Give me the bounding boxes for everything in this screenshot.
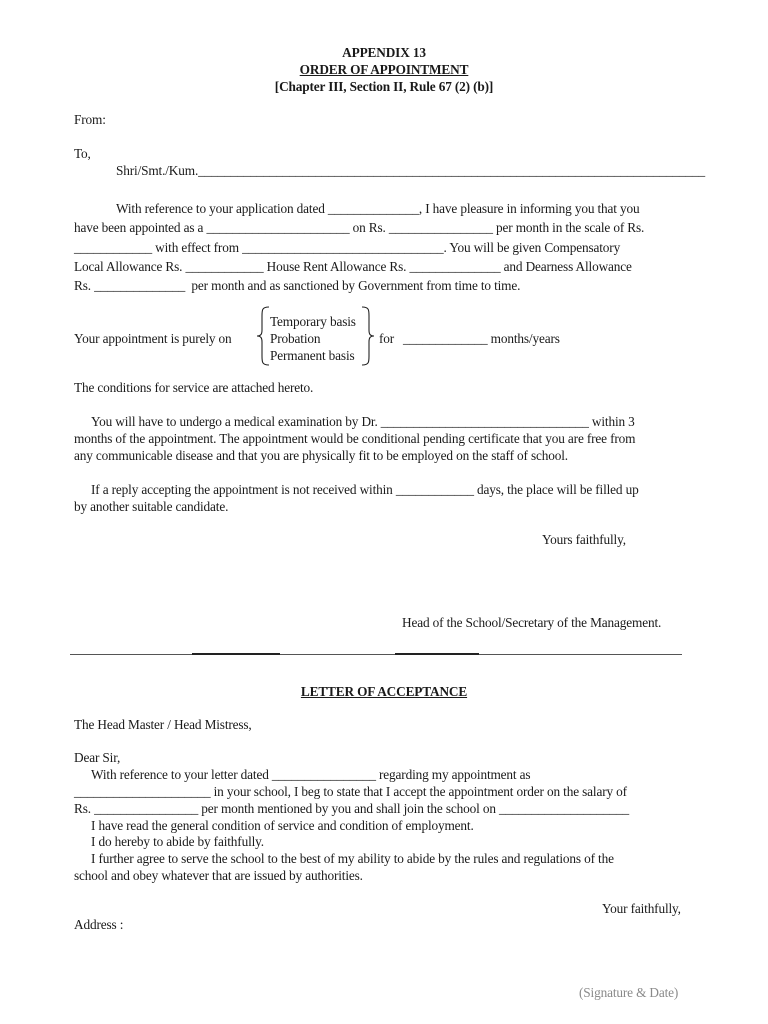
basis-option-probation: Probation bbox=[270, 331, 321, 346]
addressee-line: Shri/Smt./Kum.______________________________________________________________________________ bbox=[116, 163, 706, 178]
order-paragraph-line-1: With reference to your application dated ______________, I have pleasure in informing you that you bbox=[116, 201, 640, 216]
acceptance-title-text: LETTER OF ACCEPTANCE bbox=[300, 684, 468, 699]
right-brace-icon bbox=[360, 306, 376, 366]
acceptance-line-4: I have read the general condition of service and condition of employment. bbox=[91, 818, 474, 833]
acceptance-closing: Your faithfully, bbox=[602, 901, 681, 916]
document-title bbox=[0, 61, 768, 78]
order-paragraph-line-2: have been appointed as a ______________________ on Rs. ________________ per month in the scale of Rs. bbox=[74, 220, 645, 235]
order-closing: Yours faithfully, bbox=[542, 532, 626, 547]
acceptance-line-5: I do hereby to abide by faithfully. bbox=[91, 834, 264, 849]
medical-paragraph-line-3: any communicable disease and that you are physically fit to be employed on the staff of school. bbox=[74, 448, 568, 463]
order-paragraph-line-3: ____________ with effect from _______________________________. You will be given Compensatory bbox=[74, 240, 621, 255]
period-for-label: for bbox=[379, 331, 395, 346]
address-label: Address : bbox=[74, 917, 124, 932]
acceptance-line-6: I further agree to serve the school to the best of my ability to abide by the rules and regulations of the bbox=[91, 851, 614, 866]
section-divider bbox=[70, 654, 682, 655]
divider-accent-left bbox=[192, 653, 280, 655]
to-label: To, bbox=[74, 146, 91, 161]
order-paragraph-line-4: Local Allowance Rs. ____________ House Rent Allowance Rs. ______________ and Dearness Allowance bbox=[74, 259, 632, 274]
medical-paragraph-line-1: You will have to undergo a medical examination by Dr. ________________________________ within 3 bbox=[91, 414, 635, 429]
period-blank: _____________ months/years bbox=[403, 331, 560, 346]
appointment-basis-label: Your appointment is purely on bbox=[74, 331, 232, 346]
conditions-note: The conditions for service are attached hereto. bbox=[74, 380, 314, 395]
acceptance-line-2: _____________________ in your school, I beg to state that I accept the appointment order on the salary of bbox=[74, 784, 627, 799]
acceptance-title bbox=[0, 683, 768, 700]
divider-accent-right bbox=[395, 653, 479, 655]
appendix-number: APPENDIX 13 bbox=[342, 45, 426, 60]
acceptance-line-1: With reference to your letter dated ________________ regarding my appointment as bbox=[91, 767, 531, 782]
rule-reference: [Chapter III, Section II, Rule 67 (2) (b)] bbox=[274, 79, 494, 94]
order-signatory: Head of the School/Secretary of the Management. bbox=[402, 615, 662, 630]
order-paragraph-line-5: Rs. ______________ per month and as sanctioned by Government from time to time. bbox=[74, 278, 521, 293]
left-brace-icon bbox=[255, 306, 271, 366]
basis-option-temporary: Temporary basis bbox=[270, 314, 356, 329]
reply-paragraph-line-1: If a reply accepting the appointment is not received within ____________ days, the place will be filled up bbox=[91, 482, 639, 497]
basis-option-permanent: Permanent basis bbox=[270, 348, 355, 363]
acceptance-salutation: Dear Sir, bbox=[74, 750, 121, 765]
medical-paragraph-line-2: months of the appointment. The appointment would be conditional pending certificate that you are free from bbox=[74, 431, 636, 446]
signature-date-label: (Signature & Date) bbox=[579, 985, 679, 1000]
reply-paragraph-line-2: by another suitable candidate. bbox=[74, 499, 229, 514]
acceptance-line-7: school and obey whatever that are issued by authorities. bbox=[74, 868, 363, 883]
acceptance-line-3: Rs. ________________ per month mentioned by you and shall join the school on ____________________ bbox=[74, 801, 629, 816]
document-title-text: ORDER OF APPOINTMENT bbox=[299, 62, 469, 77]
acceptance-addressee: The Head Master / Head Mistress, bbox=[74, 717, 252, 732]
from-label: From: bbox=[74, 112, 106, 127]
